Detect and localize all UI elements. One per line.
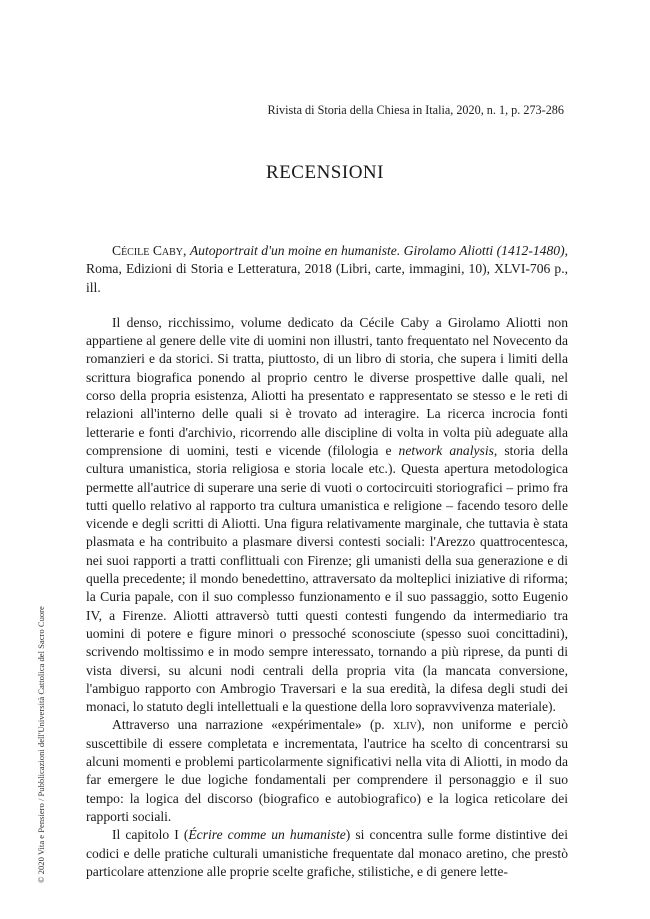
chapter-title: Écrire comme un humaniste [188,827,346,843]
citation-author: Cécile Caby [112,243,184,258]
paragraph-2 [86,716,568,826]
article-body [86,242,568,881]
page-reference: xliv [392,717,417,733]
paragraph-text: Attraverso una narrazione «expérimentale» (p. [112,717,393,733]
citation-separator: , [183,243,190,258]
paragraph-text: , storia della cultura umanistica, storia religiosa e storia locale etc.). Questa apertura metodologica permette all'autrice di superare una serie di vuoti o cortocircuiti storiografici – primo fra tutti quello relativo al rapporto tra cultura umanistica e religione – facendo tesoro delle vicende e degli scritti di Aliotti. Una figura relativamente marginale, che tuttavia è stata plasmata e ha contribuito a plasmare diversi contesti sociali: l'Arezzo quattrocentesca, nei suoi rapporti a tratti conflittuali con Firenze; gli umanisti della sua generazione e di quella precedente; il mondo benedettino, attraversato da molteplici iniziative di riforma; la Curia papale, con il suo complesso funzionamento e il suo passaggio, sotto Eugenio IV, a Firenze. Aliotti attraversò tutti questi contesti fungendo da intermediario tra uomini di potere e figure minori o pressoché sconosciute (spesso suoi concittadini), scrivendo moltissimo e in modo sempre interessato, tornando a più riprese, da punti di vista diversi, su alcuni nodi centrali della propria vita (la mancata conversione, l'ambiguo rapporto con Ambrogio Traversari e la sua eredità, la difesa degli studi dei monaci, lo statuto degli intellettuali e la questione della loro sopravvivenza materiale). [86,442,568,715]
italic-term: network analysis [398,442,494,458]
book-citation [86,242,568,297]
paragraph-1 [86,314,568,717]
paragraph-3 [86,826,568,881]
citation-details: , Roma, Edizioni di Storia e Letteratura, 2018 (Libri, carte, immagini, 10), XLVI-706 p., ill. [86,243,568,295]
section-title: RECENSIONI [266,162,384,183]
citation-title: Autoportrait d'un moine en humaniste. Girolamo Aliotti (1412-1480) [189,243,565,258]
paragraph-text: ), non uniforme e perciò suscettibile di essere completata e incrementata, l'autrice ha scelto di concentrarsi su alcuni momenti e problemi particolarmente significativi nella vita di Aliotti, in modo da far emergere le due logiche fondamentali per comprendere il personaggio e il suo tempo: la logica del discorso (biografico e autobiografico) e la logica reticolare dei rapporti sociali. [86,717,568,824]
paragraph-text: Il capitolo I ( [112,827,189,843]
copyright-side-note: © 2020 Vita e Pensiero / Pubblicazioni dell'Università Cattolica del Sacro Cuore [36,606,46,883]
paragraph-text: Il denso, ricchissimo, volume dedicato da Cécile Caby a Girolamo Aliotti non appartiene al genere delle vite di uomini non illustri, tanto frequentato nel Novecento da romanzieri e da storici. Si tratta, piuttosto, di un libro di storia, che supera i limiti della scrittura biografica ponendo al proprio centro le diverse prospettive dalle quali, nel corso della propria esistenza, Aliotti ha presentato e rappresentato se stesso e le reti di relazioni all'interno delle quali si è trovato ad interagire. La ricerca incrocia fonti letterarie e fonti d'archivio, ricorrendo alle discipline di volta in volta più adeguate alla comprensione di uomini, testi e vicende (filologia e [86,314,568,458]
paragraph-text: ) si concentra sulle forme distintive dei codici e delle pratiche culturali umanistiche frequentate dal monaco aretino, che prestò particolare attenzione alle proprie scelte grafiche, stilistiche, e di genere lette- [86,827,568,879]
journal-reference: Rivista di Storia della Chiesa in Italia, 2020, n. 1, p. 273-286 [267,103,564,117]
